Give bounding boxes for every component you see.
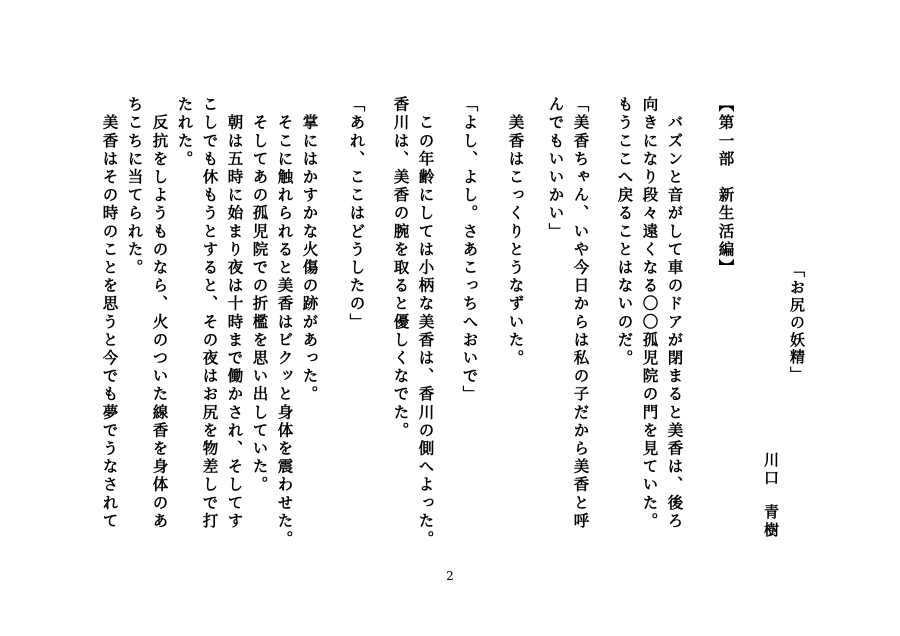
- body-line: この年齢にしては小柄な美香は、香川の側へよった。: [416, 96, 436, 549]
- section-heading: 【第一部 新生活編】: [716, 96, 736, 277]
- body-line: 「あれ、ここはどうしたの」: [347, 96, 367, 332]
- body-line: 朝は五時に始まり夜は十時まで働かされ、そしてす: [225, 96, 245, 531]
- author-given-name: 青樹: [762, 504, 780, 540]
- body-line: 香川は、美香の腕を取ると優しくなでた。: [391, 96, 411, 440]
- body-line: ちこちに当てられた。: [125, 96, 145, 277]
- body-line: 掌にはかすかな火傷の跡があった。: [300, 96, 320, 404]
- body-line: そこに触れられると美香はビクッと身体を震わせた。: [275, 96, 295, 549]
- body-line: たれた。: [175, 96, 195, 169]
- page-number: 2: [446, 569, 454, 583]
- body-line: 美香はその時のことを思うと今でも夢でうなされて: [100, 96, 120, 531]
- body-line: もうここへ戻ることはないのだ。: [615, 96, 635, 368]
- body-line: バズンと音がして車のドアが閉まると美香は、後ろ: [665, 96, 685, 531]
- body-line: んでもいいかい」: [546, 96, 566, 241]
- body-line: 「よし、よし。さあこっちへおいで」: [460, 96, 480, 404]
- author-family-name: 川口: [762, 452, 780, 488]
- body-line: こしでも休もうとすると、その夜はお尻を物差しで打: [200, 96, 220, 531]
- story-title: 「お尻の妖精」: [788, 262, 806, 384]
- body-line: 「美香ちゃん、いや今日からは私の子だから美香と呼: [571, 96, 591, 531]
- body-line: そしてあの孤児院での折檻を思い出していた。: [250, 96, 270, 495]
- body-line: 美香はこっくりとうなずいた。: [506, 96, 526, 368]
- body-line: 向きになり段々遠くなる〇〇孤児院の門を見ていた。: [640, 96, 660, 531]
- body-line: 反抗をしようものなら、火のついた線香を身体のあ: [150, 96, 170, 531]
